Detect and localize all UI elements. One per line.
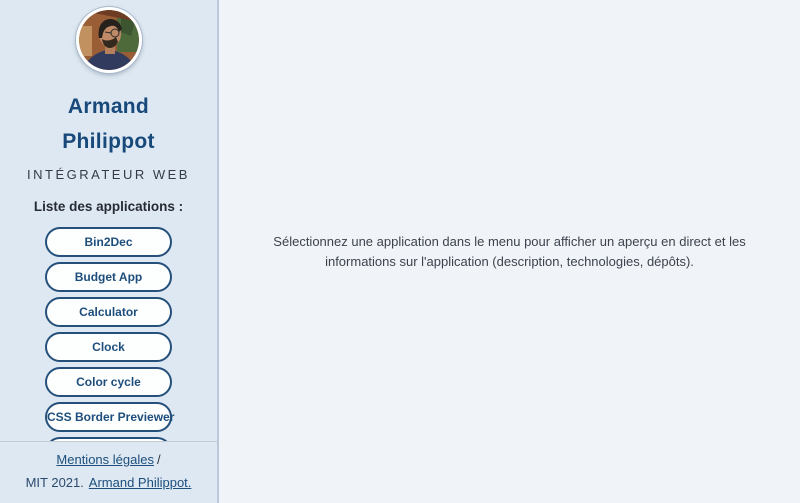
avatar-image	[79, 10, 139, 70]
author-link[interactable]: Armand Philippot.	[88, 475, 192, 490]
app-button-css-border-previewer[interactable]: CSS Border Previewer	[45, 402, 172, 432]
app-button-clock[interactable]: Clock	[45, 332, 172, 362]
avatar	[76, 7, 142, 73]
sidebar-footer	[0, 442, 217, 503]
app-button-color-cycle[interactable]: Color cycle	[45, 367, 172, 397]
app-button-budget-app[interactable]: Budget App	[45, 262, 172, 292]
app-button-calculator[interactable]: Calculator	[45, 297, 172, 327]
placeholder-message: Sélectionnez une application dans le menu pour afficher un aperçu en direct et les informations sur l'application (description, technologies, dépôts).	[273, 233, 746, 269]
main-content	[219, 0, 800, 503]
site-title	[62, 89, 155, 159]
legal-line	[0, 452, 217, 467]
site-title-last-name: Philippot	[62, 130, 155, 153]
apps-list-heading: Liste des applications :	[33, 199, 184, 214]
app-button-bin2dec[interactable]: Bin2Dec	[45, 227, 172, 257]
license-text: MIT 2021.	[25, 475, 84, 490]
site-title-first-name: Armand	[67, 95, 150, 118]
sidebar	[0, 0, 219, 503]
apps-nav	[0, 227, 217, 441]
license-line	[0, 475, 217, 490]
footer-separator: /	[156, 452, 161, 467]
job-title: INTÉGRATEUR WEB	[27, 167, 190, 182]
legal-notice-link[interactable]: Mentions légales	[56, 452, 154, 467]
